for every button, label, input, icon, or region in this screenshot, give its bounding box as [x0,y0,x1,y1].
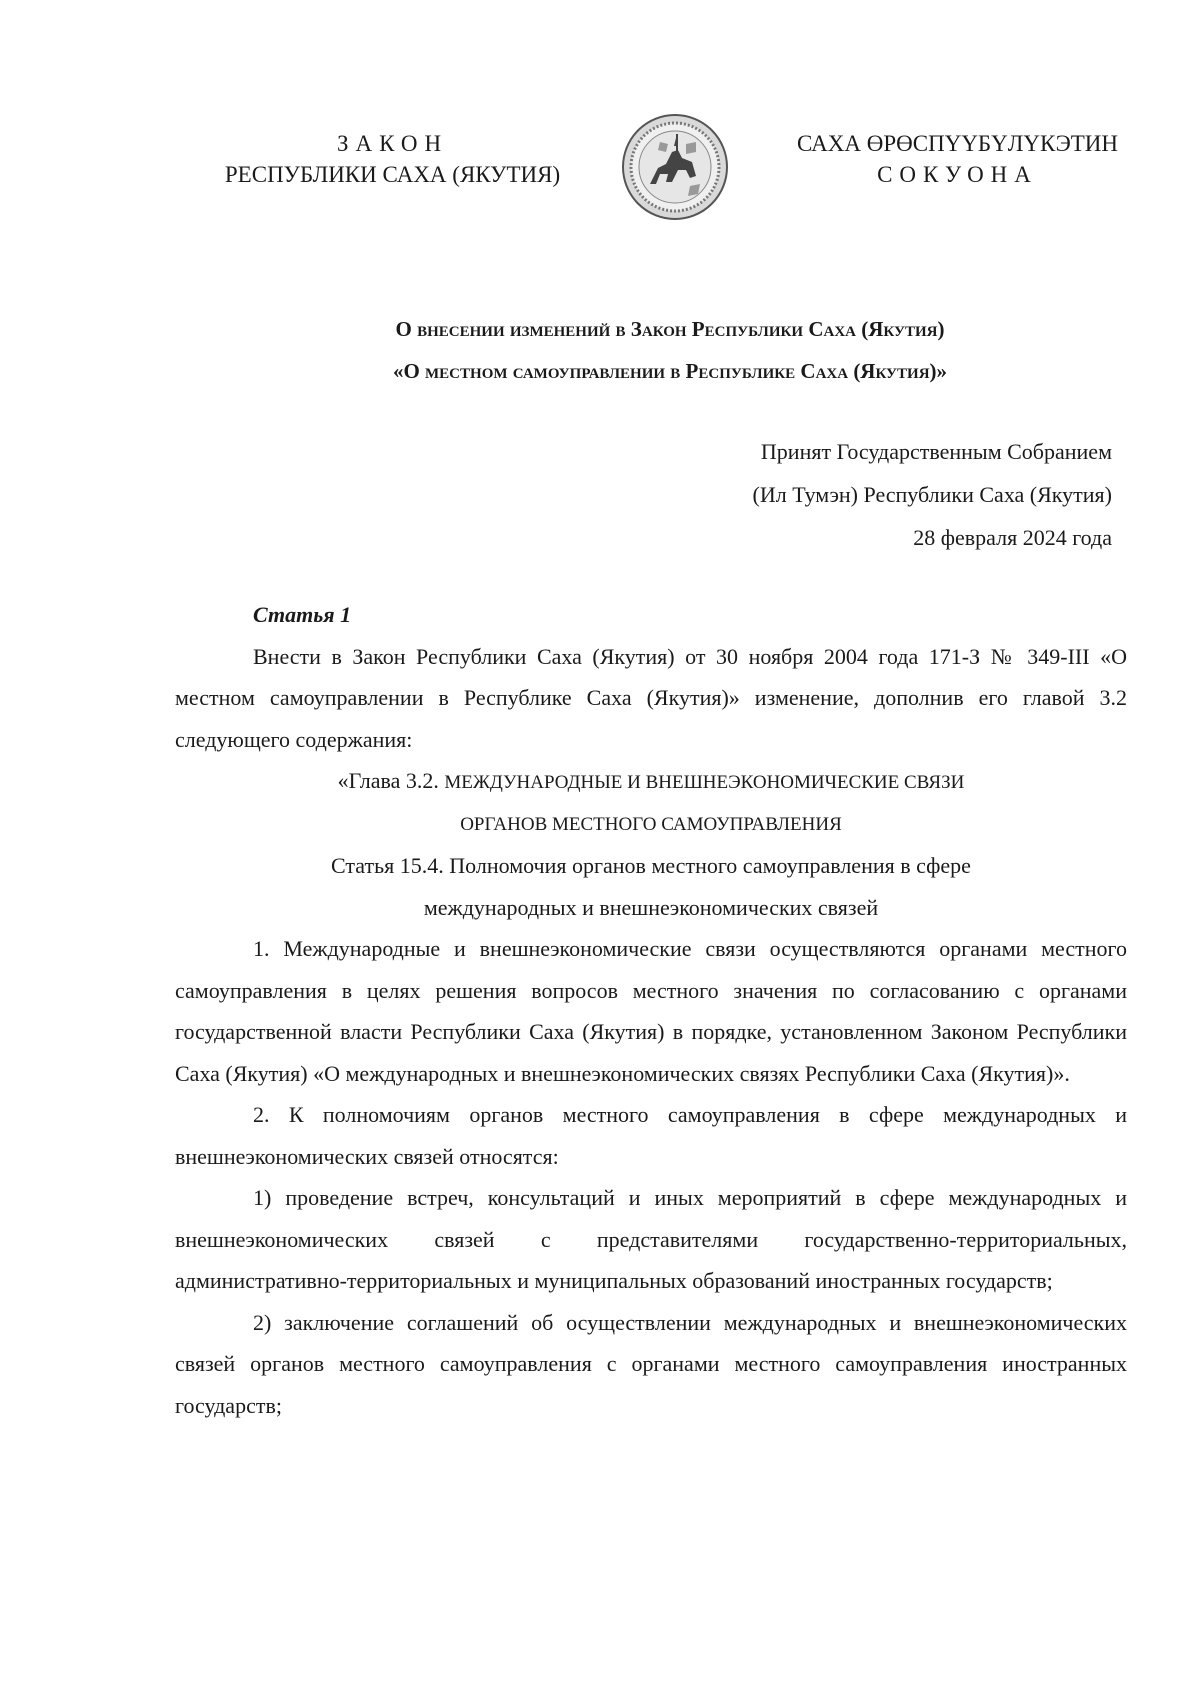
article-heading: Статья 1 [253,602,352,627]
header-right [785,128,1130,190]
subarticle-title-line-2: международных и внешнеэкономических связей [423,894,879,920]
law-word-sakha: СОКУОНА [877,162,1038,187]
adoption-block [753,430,1112,559]
paragraph-2: 2. К полномочиям органов местного самоуправления в сфере международных и внешнеэкономических связей относятся: [175,1102,1127,1169]
article-intro: Внести в Закон Республики Саха (Якутия) от 30 ноября 2004 года 171-З № 349-III «О местном самоуправлении в Республике Саха (Якутия)» изменение, дополнив его главой 3.2 следующего содержания: [175,643,1127,752]
chapter-title-line-2: ОРГАНОВ МЕСТНОГО САМОУПРАВЛЕНИЯ [460,813,842,835]
chapter-title-caps: МЕЖДУНАРОДНЫЕ И ВНЕШНЕЭКОНОМИЧЕСКИЕ СВЯЗИ [444,772,965,793]
document-body [175,594,1127,1426]
law-word: ЗАКОН [336,131,449,156]
chapter-prefix: «Глава 3.2. [337,768,445,793]
title-line-2: «О местном самоуправлении в Республике Саха (Якутия)» [392,359,948,383]
adoption-line-1: Принят Государственным Собранием [760,439,1112,464]
paragraph-1: 1. Международные и внешнеэкономические связи осуществляются органами местного самоуправления в целях решения вопросов местного значения по согласованию с органами государственной власти Республики Саха (Якутия) в порядке, установленном Законом Республики Саха (Якутия) «О международных и внешнеэкономических связях Республики Саха (Якутия)». [175,936,1127,1086]
adoption-date: 28 февраля 2024 года [913,525,1112,550]
republic-name: РЕСПУБЛИКИ САХА (ЯКУТИЯ) [224,162,561,187]
header-left [205,128,580,190]
republic-name-sakha: САХА ӨРӨСПҮҮБҮЛҮКЭТИН [796,131,1119,156]
republic-coat-of-arms-icon [620,112,730,222]
title-line-1: О внесении изменений в Закон Республики Саха (Якутия) [395,317,945,341]
adoption-line-2: (Ил Тумэн) Республики Саха (Якутия) [752,482,1112,507]
list-item-1: 1) проведение встреч, консультаций и иных мероприятий в сфере международных и внешнеэкономических связей с представителями государственно-территориальных, административно-территориальных и муниципальных образований иностранных государств; [175,1185,1127,1293]
list-item-2: 2) заключение соглашений об осуществлении международных и внешнеэкономических связей органов местного самоуправления с органами местного самоуправления иностранных государств; [175,1309,1127,1418]
chapter-title-line-1 [175,760,1127,804]
document-title [160,308,1180,392]
subarticle-title-line-1: Статья 15.4. Полномочия органов местного самоуправления в сфере [331,853,971,878]
